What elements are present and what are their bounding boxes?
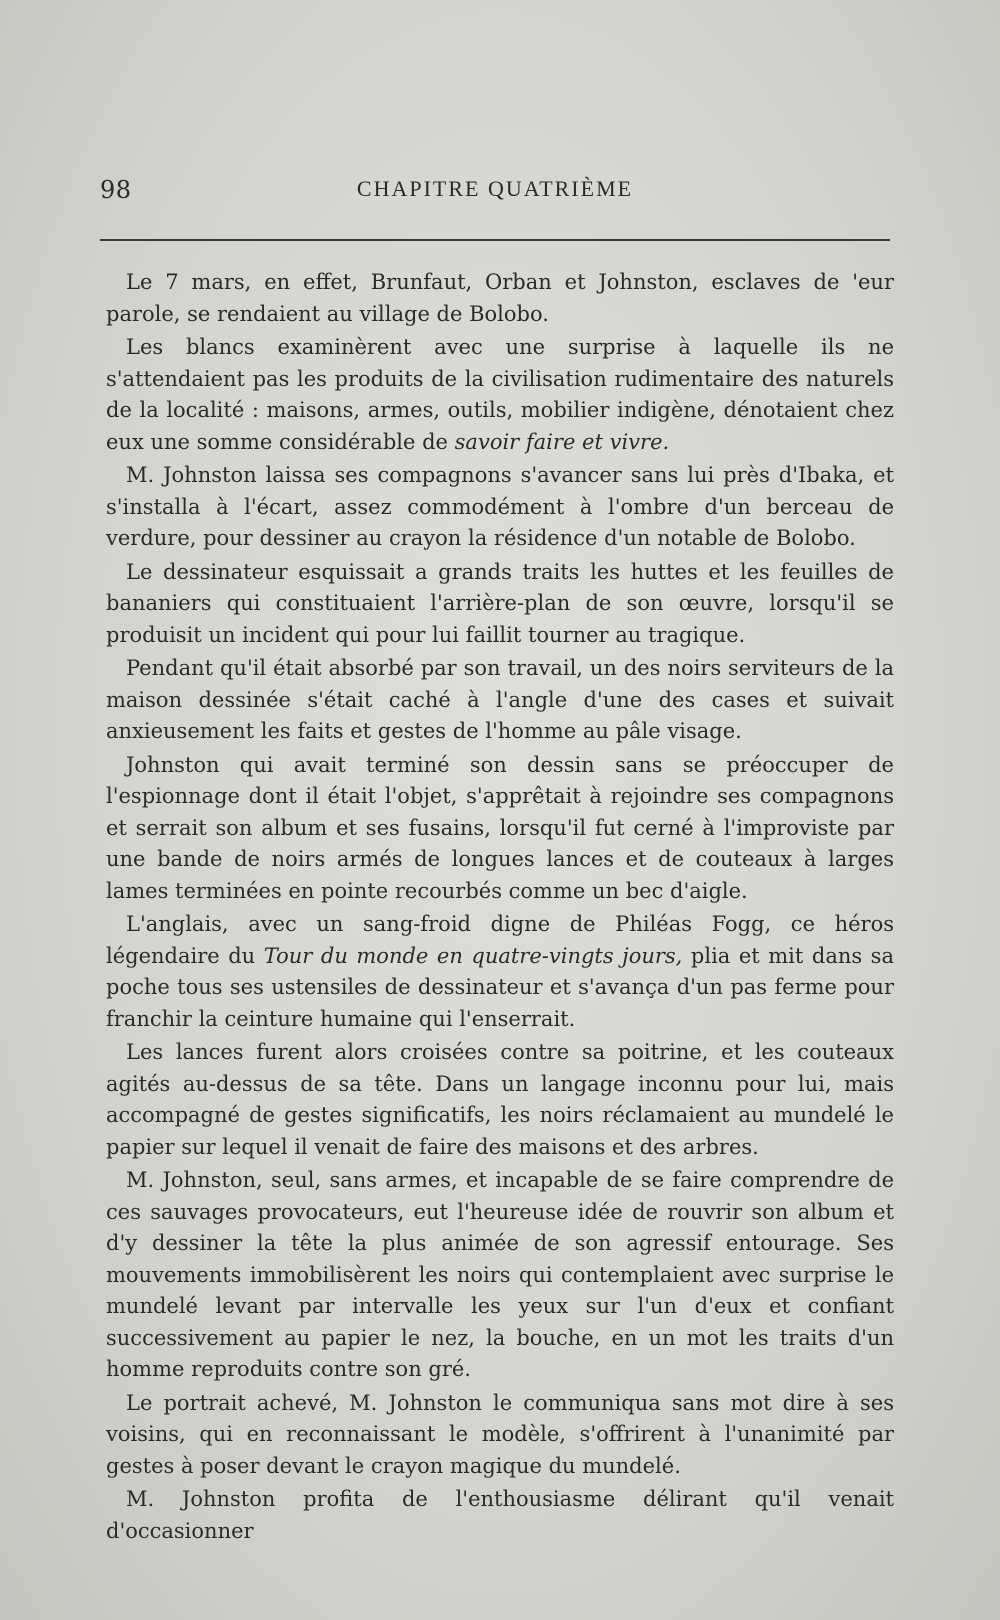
body-text bbox=[106, 267, 894, 1549]
paragraph: Le dessinateur esquissait a grands traits les huttes et les feuilles de bananiers qui constituaient l'arrière-plan de son œuvre, lorsqu'il se produisit un incident qui pour lui faillit tourner au tragique. bbox=[106, 559, 894, 647]
paragraph: M. Johnston laissa ses compagnons s'avancer sans lui près d'Ibaka, et s'installa à l'écart, assez commodément à l'ombre d'un berceau de verdure, pour dessiner au crayon la résidence d'un notable de Bolobo. bbox=[106, 463, 894, 550]
running-title: CHAPITRE QUATRIÈME bbox=[356, 176, 634, 201]
header-rule bbox=[100, 239, 890, 241]
italic-phrase: savoir faire et vivre. bbox=[454, 429, 670, 454]
page-header bbox=[100, 176, 890, 210]
page-number: 98 bbox=[100, 176, 132, 204]
paragraph: Les blancs examinèrent avec une surprise à laquelle ils ne s'attendaient pas les produits de la civilisation rudimentaire des naturels de la localité : maisons, armes, outils, mobilier indigène, dénotaient chez eux une somme considérable de savoir faire et vivre. bbox=[106, 335, 894, 454]
paragraph: Pendant qu'il était absorbé par son travail, un des noirs serviteurs de la maison dessinée s'était caché à l'angle d'une des cases et suivait anxieusement les faits et gestes de l'homme au pâle visage. bbox=[106, 656, 894, 743]
paragraph: M. Johnston, seul, sans armes, et incapable de se faire comprendre de ces sauvages provocateurs, eut l'heureuse idée de rouvrir son album et d'y dessiner la tête la plus animée de son agressif entourage. Ses mouvements immobilisèrent les noirs qui contemplaient avec surprise le mundelé levant par intervalle les yeux sur l'un d'eux et confiant successivement au papier le nez, la bouche, en un mot les traits d'un homme reproduits contre son gré. bbox=[106, 1168, 894, 1381]
paragraph: Johnston qui avait terminé son dessin sans se préoccuper de l'espionnage dont il était l'objet, s'apprêtait à rejoindre ses compagnons et serrait son album et ses fusains, lorsqu'il fut cerné à l'improviste par une bande de noirs armés de longues lances et de couteaux à larges lames terminées en pointe recourbés comme un bec d'aigle. bbox=[106, 752, 894, 903]
paragraph: L'anglais, avec un sang-froid digne de Philéas Fogg, ce héros légendaire du Tour du monde en quatre-vingts jours, plia et mit dans sa poche tous ses ustensiles de dessinateur et s'avança d'un pas ferme pour franchir la ceinture humaine qui l'enserrait. bbox=[106, 912, 894, 1031]
paragraph: Le portrait achevé, M. Johnston le communiqua sans mot dire à ses voisins, qui en reconnaissant le modèle, s'offrirent à l'unanimité par gestes à poser devant le crayon magique du mundelé. bbox=[106, 1390, 894, 1478]
paragraph: Le 7 mars, en effet, Brunfaut, Orban et Johnston, esclaves de 'eur parole, se rendaient au village de Bolobo. bbox=[106, 270, 894, 326]
paragraph: Les lances furent alors croisées contre sa poitrine, et les couteaux agités au-dessus de sa tête. Dans un langage inconnu pour lui, mais accompagné de gestes significatifs, les noirs réclamaient au mundelé le papier sur lequel il venait de faire des maisons et des arbres. bbox=[106, 1040, 894, 1159]
paragraph: M. Johnston profita de l'enthousiasme délirant qu'il venait d'occasionner bbox=[106, 1487, 894, 1543]
italic-book-title: Tour du monde en quatre-vingts jours, bbox=[263, 943, 683, 968]
